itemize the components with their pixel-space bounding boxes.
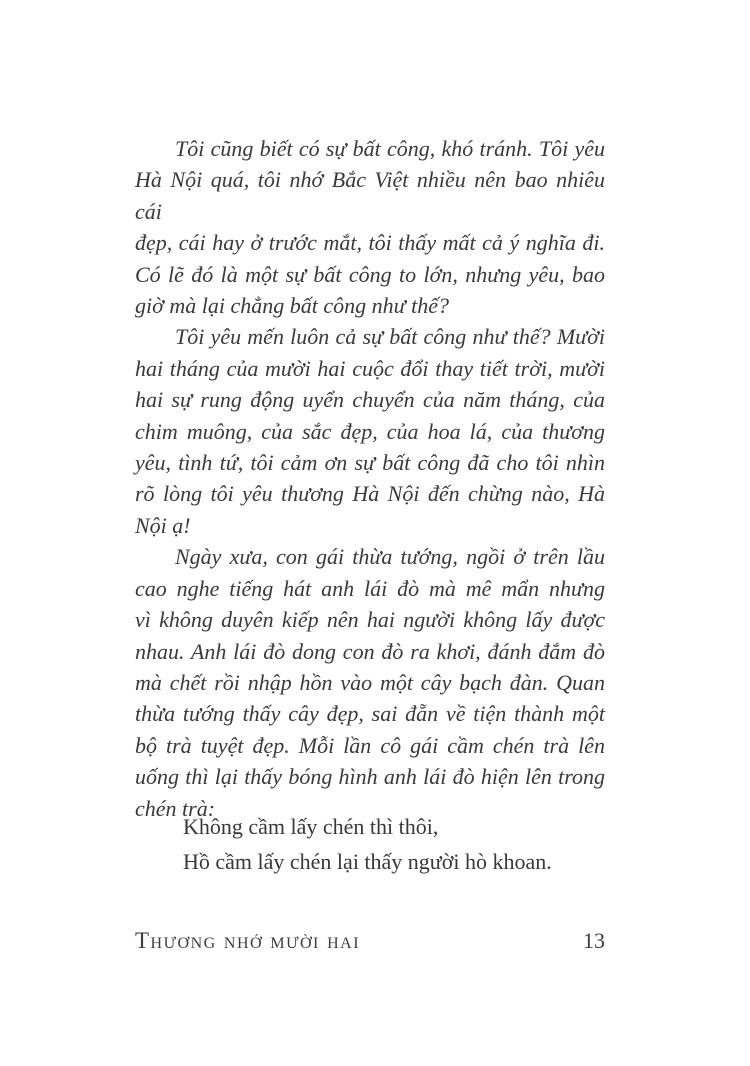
poem [135, 809, 605, 879]
paragraph [135, 133, 605, 321]
poem-line: Không cầm lấy chén thì thôi, [183, 814, 439, 839]
text-line: uống thì lại thấy bóng hình anh lái đò hiện lên trong [135, 764, 605, 790]
text-line: chén trà: [135, 795, 216, 821]
text-line: Nội ạ! [135, 512, 191, 538]
text-line: Hà Nội quá, tôi nhớ Bắc Việt nhiều nên bao nhiêu cái [135, 167, 605, 224]
text-line: giờ mà lại chẳng bất công như thế? [135, 293, 449, 319]
running-title: Thương nhớ mười hai [135, 928, 361, 953]
text-line: hai sự rung động uyển chuyển của năm tháng, của [135, 387, 605, 413]
body-text [135, 133, 605, 824]
footer [135, 928, 605, 954]
text-line: nhau. Anh lái đò dong con đò ra khơi, đánh đắm đò [135, 638, 605, 664]
text-line: bộ trà tuyệt đẹp. Mỗi lần cô gái cầm chén trà lên [135, 732, 605, 758]
text-line: hai tháng của mười hai cuộc đổi thay tiết trời, mười [135, 355, 605, 381]
paragraph [135, 321, 605, 541]
text-line: Có lẽ đó là một sự bất công to lớn, nhưng yêu, bao [135, 261, 605, 287]
text-line: rõ lòng tôi yêu thương Hà Nội đến chừng nào, Hà [135, 481, 605, 507]
text-line: Tôi yêu mến luôn cả sự bất công như thế? Mười [175, 324, 605, 350]
text-line: Ngày xưa, con gái thừa tướng, ngồi ở trên lầu [175, 544, 605, 570]
text-line: chim muông, của sắc đẹp, của hoa lá, của thương [135, 418, 605, 444]
text-line: Tôi cũng biết có sự bất công, khó tránh. Tôi yêu [175, 136, 605, 161]
text-line: thừa tướng thấy cây đẹp, sai đẵn về tiện thành một [135, 701, 605, 727]
text-line: đẹp, cái hay ở trước mắt, tôi thấy mất cả ý nghĩa đi. [135, 230, 605, 256]
text-line: mà chết rồi nhập hồn vào một cây bạch đàn. Quan [135, 669, 605, 695]
paragraph [135, 541, 605, 824]
page-number: 13 [583, 928, 605, 953]
text-line: yêu, tình tứ, tôi cảm ơn sự bất công đã cho tôi nhìn [135, 450, 605, 476]
text-line: vì không duyên kiếp nên hai người không lấy được [135, 607, 605, 633]
text-line: cao nghe tiếng hát anh lái đò mà mê mẩn nhưng [135, 575, 605, 601]
poem-line: Hồ cầm lấy chén lại thấy người hò khoan. [183, 849, 552, 874]
